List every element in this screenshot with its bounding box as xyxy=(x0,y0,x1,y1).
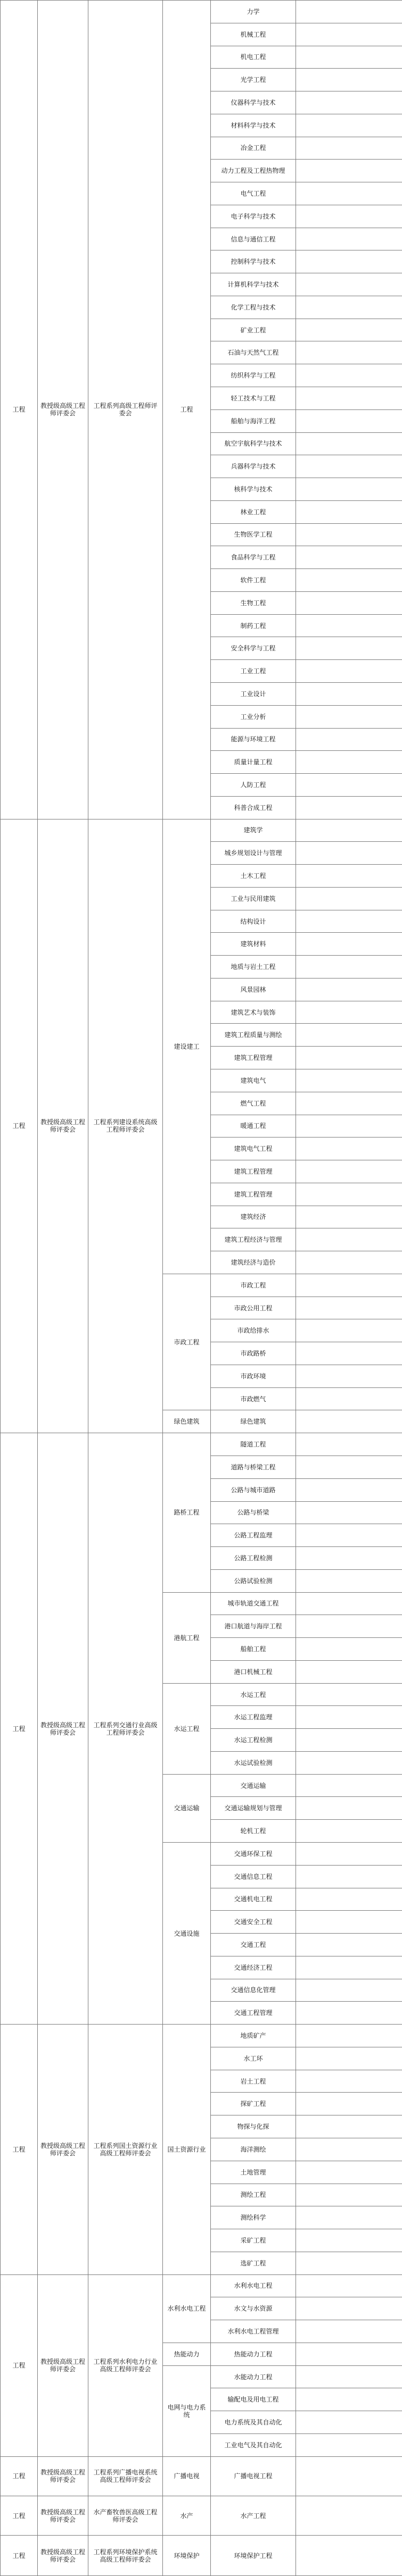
specialty-cell: 工业工程 xyxy=(211,660,296,683)
specialty-cell: 市政路桥 xyxy=(211,1342,296,1365)
specialty-cell: 计算机科学与技术 xyxy=(211,273,296,296)
committee-cell: 教授级高级工程师评委会 xyxy=(38,1433,88,2025)
specialty-cell: 岩土工程 xyxy=(211,2070,296,2093)
note-cell xyxy=(296,1638,402,1661)
specialty-cell: 建筑工程质量与测绘 xyxy=(211,1024,296,1047)
specialty-cell: 工业电气及其自动化 xyxy=(211,2433,296,2456)
committee-cell: 教授级高级工程师评委会 xyxy=(38,2274,88,2456)
note-cell xyxy=(296,2138,402,2161)
specialty-cell: 测绘工程 xyxy=(211,2184,296,2206)
note-cell xyxy=(296,796,402,819)
note-cell xyxy=(296,1729,402,1752)
sector-cell: 电网与电力系统 xyxy=(163,2365,211,2456)
category-cell: 工程 xyxy=(1,2274,38,2456)
specialty-cell: 建筑电气 xyxy=(211,1069,296,1092)
subcommittee-cell: 工程系列建设系统高级工程师评委会 xyxy=(88,819,163,1433)
specialty-cell: 光学工程 xyxy=(211,69,296,91)
note-cell xyxy=(296,296,402,319)
note-cell xyxy=(296,1297,402,1319)
specialty-cell: 水能动力工程 xyxy=(211,2365,296,2388)
table-row xyxy=(1,2025,402,2047)
specialty-cell: 物探与化探 xyxy=(211,2115,296,2138)
specialty-cell: 港口航道与海岸工程 xyxy=(211,1615,296,1638)
sector-cell: 建设建工 xyxy=(163,819,211,1274)
specialty-cell: 地质与岩土工程 xyxy=(211,956,296,978)
category-cell: 工程 xyxy=(1,1433,38,2025)
sector-cell: 交通设施 xyxy=(163,1843,211,2025)
note-cell xyxy=(296,1069,402,1092)
specialty-cell: 市政公用工程 xyxy=(211,1297,296,1319)
sector-cell: 热能动力 xyxy=(163,2343,211,2365)
note-cell xyxy=(296,1911,402,1934)
committee-cell: 教授级高级工程师评委会 xyxy=(38,819,88,1433)
sector-cell: 路桥工程 xyxy=(163,1433,211,1592)
note-cell xyxy=(296,205,402,228)
table-row xyxy=(1,1433,402,1456)
note-cell xyxy=(296,865,402,888)
note-cell xyxy=(296,819,402,842)
note-cell xyxy=(296,1501,402,1524)
note-cell xyxy=(296,478,402,501)
note-cell xyxy=(296,2206,402,2229)
note-cell xyxy=(296,1751,402,1774)
specialty-cell: 纺织科学与工程 xyxy=(211,364,296,387)
specialty-cell: 建筑工程经济与管理 xyxy=(211,1228,296,1251)
specialty-cell: 交通安全工程 xyxy=(211,1911,296,1934)
note-cell xyxy=(296,2252,402,2274)
note-cell xyxy=(296,1843,402,1866)
note-cell xyxy=(296,2388,402,2411)
table-row xyxy=(1,2274,402,2297)
specialty-cell: 公路工程监理 xyxy=(211,1524,296,1547)
note-cell xyxy=(296,2496,402,2535)
note-cell xyxy=(296,1934,402,1956)
note-cell xyxy=(296,182,402,205)
specialty-cell: 工业分析 xyxy=(211,705,296,728)
specialty-cell: 轮机工程 xyxy=(211,1820,296,1843)
table-row xyxy=(1,2496,402,2535)
note-cell xyxy=(296,137,402,160)
note-cell xyxy=(296,2093,402,2115)
specialty-cell: 质量计量工程 xyxy=(211,751,296,774)
specialty-cell: 交通信息化管理 xyxy=(211,1979,296,2002)
note-cell xyxy=(296,1,402,23)
specialty-cell: 电力系统及其自动化 xyxy=(211,2411,296,2434)
note-cell xyxy=(296,319,402,341)
note-cell xyxy=(296,978,402,1001)
specialty-cell: 水运工程 xyxy=(211,1683,296,1706)
specialty-cell: 工业与民用建筑 xyxy=(211,887,296,910)
subcommittee-cell: 工程系列交通行业高级工程师评委会 xyxy=(88,1433,163,2025)
specialty-cell: 公路工程检测 xyxy=(211,1547,296,1570)
specialty-cell: 建筑工程管理 xyxy=(211,1160,296,1183)
note-cell xyxy=(296,910,402,933)
specialty-cell: 城市轨道交通工程 xyxy=(211,1592,296,1615)
specialty-cell: 电子科学与技术 xyxy=(211,205,296,228)
specialty-cell: 人防工程 xyxy=(211,774,296,797)
note-cell xyxy=(296,1478,402,1501)
specialty-cell: 兵器科学与技术 xyxy=(211,455,296,478)
note-cell xyxy=(296,1206,402,1228)
note-cell xyxy=(296,2343,402,2365)
note-cell xyxy=(296,1228,402,1251)
note-cell xyxy=(296,387,402,410)
specialty-cell: 水利水电工程管理 xyxy=(211,2320,296,2343)
note-cell xyxy=(296,1797,402,1820)
note-cell xyxy=(296,751,402,774)
note-cell xyxy=(296,1660,402,1683)
specialty-cell: 交通运输规划与管理 xyxy=(211,1797,296,1820)
note-cell xyxy=(296,273,402,296)
note-cell xyxy=(296,1979,402,2002)
specialty-cell: 建筑工程管理 xyxy=(211,1047,296,1069)
specialty-cell: 化学工程与技术 xyxy=(211,296,296,319)
note-cell xyxy=(296,1342,402,1365)
note-cell xyxy=(296,500,402,523)
specialty-cell: 城乡规划设计与管理 xyxy=(211,842,296,865)
note-cell xyxy=(296,1524,402,1547)
specialty-cell: 机械工程 xyxy=(211,23,296,46)
note-cell xyxy=(296,1569,402,1592)
note-cell xyxy=(296,2070,402,2093)
specialty-cell: 探矿工程 xyxy=(211,2093,296,2115)
committee-cell: 教授级高级工程师评委会 xyxy=(38,1,88,819)
note-cell xyxy=(296,250,402,273)
note-cell xyxy=(296,933,402,956)
note-cell xyxy=(296,1138,402,1160)
note-cell xyxy=(296,1001,402,1024)
sector-cell: 港航工程 xyxy=(163,1592,211,1683)
specialty-cell: 控制科学与技术 xyxy=(211,250,296,273)
note-cell xyxy=(296,637,402,660)
note-cell xyxy=(296,2536,402,2576)
note-cell xyxy=(296,2320,402,2343)
specialty-cell: 水工环 xyxy=(211,2047,296,2070)
note-cell xyxy=(296,1706,402,1729)
table-row xyxy=(1,2456,402,2496)
specialty-cell: 交通机电工程 xyxy=(211,1888,296,1911)
committee-cell: 教授级高级工程师评委会 xyxy=(38,2536,88,2576)
specialty-cell: 土地管理 xyxy=(211,2161,296,2184)
note-cell xyxy=(296,2115,402,2138)
note-cell xyxy=(296,956,402,978)
subcommittee-cell: 工程系列环境保护系统高级工程师评委会 xyxy=(88,2536,163,2576)
note-cell xyxy=(296,2297,402,2320)
note-cell xyxy=(296,1115,402,1138)
note-cell xyxy=(296,1820,402,1843)
note-cell xyxy=(296,69,402,91)
subcommittee-cell: 工程系列广播电视系统高级工程师评委会 xyxy=(88,2456,163,2496)
note-cell xyxy=(296,1387,402,1410)
specialty-cell: 电气工程 xyxy=(211,182,296,205)
note-cell xyxy=(296,728,402,751)
note-cell xyxy=(296,1047,402,1069)
specialty-cell: 船舶工程 xyxy=(211,1638,296,1661)
sector-cell: 水运工程 xyxy=(163,1683,211,1774)
specialty-cell: 建筑经济 xyxy=(211,1206,296,1228)
specialty-cell: 风景园林 xyxy=(211,978,296,1001)
committee-cell: 教授级高级工程师评委会 xyxy=(38,2025,88,2274)
category-cell: 工程 xyxy=(1,819,38,1433)
note-cell xyxy=(296,1592,402,1615)
specialty-cell: 港口机械工程 xyxy=(211,1660,296,1683)
specialty-cell: 土木工程 xyxy=(211,865,296,888)
sector-cell: 绿色建筑 xyxy=(163,1410,211,1433)
specialty-cell: 公路试验检测 xyxy=(211,1569,296,1592)
specialty-cell: 安全科学与工程 xyxy=(211,637,296,660)
note-cell xyxy=(296,1865,402,1888)
specialty-cell: 海洋测绘 xyxy=(211,2138,296,2161)
note-cell xyxy=(296,2161,402,2184)
specialty-cell: 道路与桥梁工程 xyxy=(211,1456,296,1479)
specialty-cell: 制药工程 xyxy=(211,614,296,637)
note-cell xyxy=(296,2025,402,2047)
note-cell xyxy=(296,2365,402,2388)
note-cell xyxy=(296,1251,402,1274)
note-cell xyxy=(296,1615,402,1638)
note-cell xyxy=(296,1410,402,1433)
note-cell xyxy=(296,842,402,865)
specialty-cell: 建筑经济与造价 xyxy=(211,1251,296,1274)
specialty-cell: 材料科学与技术 xyxy=(211,114,296,137)
note-cell xyxy=(296,1456,402,1479)
specialty-cell: 采矿工程 xyxy=(211,2229,296,2252)
sector-cell: 广播电视 xyxy=(163,2456,211,2496)
specialty-cell: 隧道工程 xyxy=(211,1433,296,1456)
specialty-cell: 暖通工程 xyxy=(211,1115,296,1138)
specialty-cell: 结构设计 xyxy=(211,910,296,933)
specialty-cell: 公路与城市道路 xyxy=(211,1478,296,1501)
subcommittee-cell: 工程系列国土资源行业高级工程师评委会 xyxy=(88,2025,163,2274)
note-cell xyxy=(296,455,402,478)
note-cell xyxy=(296,1683,402,1706)
note-cell xyxy=(296,2047,402,2070)
specialty-cell: 地质矿产 xyxy=(211,2025,296,2047)
specialty-cell: 公路与桥梁 xyxy=(211,1501,296,1524)
note-cell xyxy=(296,682,402,705)
specialty-cell: 交通经济工程 xyxy=(211,1956,296,1979)
specialty-cell: 水文与水资源 xyxy=(211,2297,296,2320)
category-cell: 工程 xyxy=(1,1,38,819)
note-cell xyxy=(296,1956,402,1979)
specialty-cell: 生物医学工程 xyxy=(211,523,296,546)
specialty-cell: 建筑工程管理 xyxy=(211,1183,296,1206)
specialty-cell: 热能动力工程 xyxy=(211,2343,296,2365)
note-cell xyxy=(296,2433,402,2456)
note-cell xyxy=(296,1888,402,1911)
note-cell xyxy=(296,114,402,137)
note-cell xyxy=(296,46,402,69)
note-cell xyxy=(296,1160,402,1183)
note-cell xyxy=(296,1183,402,1206)
specialty-cell: 交通运输 xyxy=(211,1774,296,1797)
specialty-cell: 选矿工程 xyxy=(211,2252,296,2274)
note-cell xyxy=(296,887,402,910)
note-cell xyxy=(296,160,402,182)
note-cell xyxy=(296,1319,402,1342)
specialty-cell: 广播电视工程 xyxy=(211,2456,296,2496)
table-row xyxy=(1,819,402,842)
category-cell: 工程 xyxy=(1,2496,38,2535)
note-cell xyxy=(296,705,402,728)
specialty-cell: 船舶与海洋工程 xyxy=(211,409,296,432)
sector-cell: 市政工程 xyxy=(163,1274,211,1410)
note-cell xyxy=(296,2456,402,2496)
subcommittee-cell: 水产畜牧兽医高级工程师评委会 xyxy=(88,2496,163,2535)
note-cell xyxy=(296,1024,402,1047)
committee-cell: 教授级高级工程师评委会 xyxy=(38,2456,88,2496)
table-body xyxy=(1,1,402,2576)
note-cell xyxy=(296,1774,402,1797)
sector-cell: 交通运输 xyxy=(163,1774,211,1842)
category-cell: 工程 xyxy=(1,2025,38,2274)
sector-cell: 水利水电工程 xyxy=(163,2274,211,2343)
specialty-cell: 环境保护工程 xyxy=(211,2536,296,2576)
specialty-cell: 软件工程 xyxy=(211,569,296,592)
note-cell xyxy=(296,1547,402,1570)
specialty-cell: 科普合成工程 xyxy=(211,796,296,819)
specialty-cell: 轻工技术与工程 xyxy=(211,387,296,410)
sector-cell: 环境保护 xyxy=(163,2536,211,2576)
note-cell xyxy=(296,523,402,546)
specialty-cell: 动力工程及工程热物理 xyxy=(211,160,296,182)
specialty-cell: 工业设计 xyxy=(211,682,296,705)
note-cell xyxy=(296,660,402,683)
specialty-cell: 水运试验检测 xyxy=(211,1751,296,1774)
specialty-cell: 测绘科学 xyxy=(211,2206,296,2229)
note-cell xyxy=(296,432,402,455)
note-cell xyxy=(296,2274,402,2297)
specialty-cell: 能源与环境工程 xyxy=(211,728,296,751)
specialty-cell: 市政给排水 xyxy=(211,1319,296,1342)
note-cell xyxy=(296,774,402,797)
note-cell xyxy=(296,569,402,592)
specialty-cell: 燃气工程 xyxy=(211,1092,296,1115)
table-row xyxy=(1,2536,402,2576)
sector-cell: 水产 xyxy=(163,2496,211,2535)
specialty-cell: 水产工程 xyxy=(211,2496,296,2535)
note-cell xyxy=(296,409,402,432)
note-cell xyxy=(296,91,402,114)
note-cell xyxy=(296,546,402,569)
specialty-cell: 交通工程管理 xyxy=(211,2002,296,2025)
specialty-cell: 仪器科学与技术 xyxy=(211,91,296,114)
specialty-cell: 矿业工程 xyxy=(211,319,296,341)
specialty-cell: 输配电及用电工程 xyxy=(211,2388,296,2411)
specialty-cell: 交通环保工程 xyxy=(211,1843,296,1866)
specialty-cell: 建筑材料 xyxy=(211,933,296,956)
note-cell xyxy=(296,1433,402,1456)
note-cell xyxy=(296,1274,402,1297)
note-cell xyxy=(296,2411,402,2434)
specialty-cell: 市政工程 xyxy=(211,1274,296,1297)
note-cell xyxy=(296,228,402,250)
specialty-cell: 核科学与技术 xyxy=(211,478,296,501)
specialty-cell: 冶金工程 xyxy=(211,137,296,160)
note-cell xyxy=(296,2002,402,2025)
subcommittee-cell: 工程系列水利电力行业高级工程师评委会 xyxy=(88,2274,163,2456)
note-cell xyxy=(296,341,402,364)
specialty-cell: 建筑电气工程 xyxy=(211,1138,296,1160)
note-cell xyxy=(296,364,402,387)
specialty-cell: 力学 xyxy=(211,1,296,23)
specialty-cell: 机电工程 xyxy=(211,46,296,69)
specialty-cell: 交通信息工程 xyxy=(211,1865,296,1888)
committee-cell: 教授级高级工程师评委会 xyxy=(38,2496,88,2535)
specialty-cell: 交通工程 xyxy=(211,1934,296,1956)
specialty-cell: 生物工程 xyxy=(211,591,296,614)
note-cell xyxy=(296,23,402,46)
specialty-cell: 绿色建筑 xyxy=(211,1410,296,1433)
note-cell xyxy=(296,1365,402,1387)
table-row xyxy=(1,1,402,23)
subcommittee-cell: 工程系列高级工程师评委会 xyxy=(88,1,163,819)
specialty-cell: 市政燃气 xyxy=(211,1387,296,1410)
specialty-cell: 建筑艺术与装饰 xyxy=(211,1001,296,1024)
specialty-cell: 食品科学与工程 xyxy=(211,546,296,569)
note-cell xyxy=(296,591,402,614)
specialty-cell: 市政环境 xyxy=(211,1365,296,1387)
sector-cell: 工程 xyxy=(163,1,211,819)
specialty-cell: 林业工程 xyxy=(211,500,296,523)
specialty-cell: 水利水电工程 xyxy=(211,2274,296,2297)
note-cell xyxy=(296,1092,402,1115)
specialty-cell: 石油与天然气工程 xyxy=(211,341,296,364)
specialty-cell: 航空宇航科学与技术 xyxy=(211,432,296,455)
category-cell: 工程 xyxy=(1,2536,38,2576)
category-cell: 工程 xyxy=(1,2456,38,2496)
specialty-cell: 水运工程检测 xyxy=(211,1729,296,1752)
specialty-cell: 水运工程监理 xyxy=(211,1706,296,1729)
note-cell xyxy=(296,614,402,637)
note-cell xyxy=(296,2229,402,2252)
note-cell xyxy=(296,2184,402,2206)
specialty-cell: 建筑学 xyxy=(211,819,296,842)
specialty-cell: 信息与通信工程 xyxy=(211,228,296,250)
sector-cell: 国土资源行业 xyxy=(163,2025,211,2274)
